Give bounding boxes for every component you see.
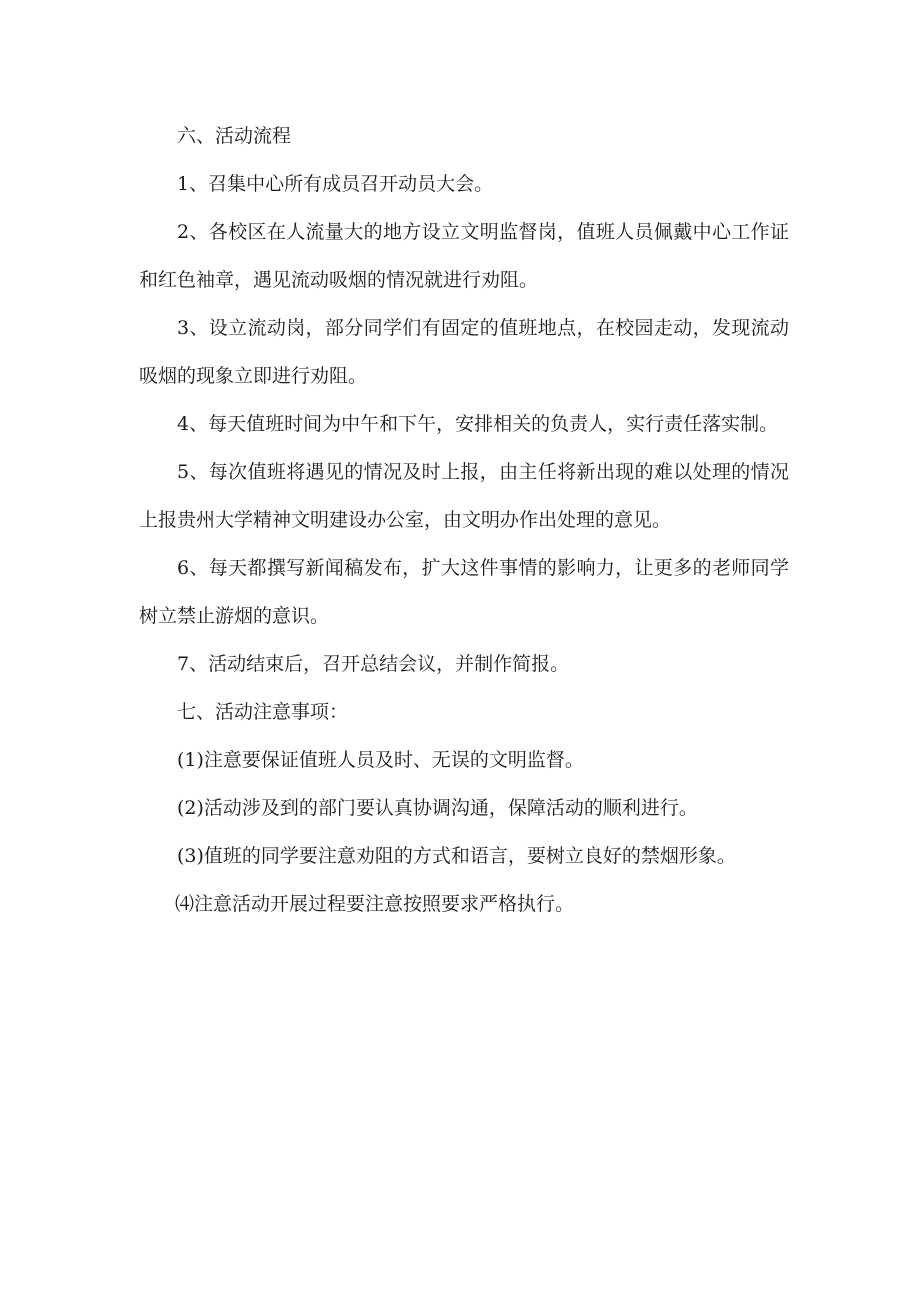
note-item-1: (1)注意要保证值班人员及时、无误的文明监督。 bbox=[177, 749, 584, 771]
section-heading-activity-process: 六、活动流程 bbox=[177, 125, 292, 147]
process-step-6: 6、每天都撰写新闻稿发布，扩大这件事情的影响力，让更多的老师同学树立禁止游烟的意识。 bbox=[139, 557, 789, 627]
process-step-7: 7、活动结束后，召开总结会议，并制作简报。 bbox=[177, 653, 570, 675]
process-step-5: 5、每次值班将遇见的情况及时上报，由主任将新出现的难以处理的情况上报贵州大学精神文明建设办公室，由文明办作出处理的意见。 bbox=[139, 461, 789, 531]
process-step-2: 2、各校区在人流量大的地方设立文明监督岗，值班人员佩戴中心工作证和红色袖章，遇见流动吸烟的情况就进行劝阻。 bbox=[139, 221, 789, 291]
note-item-3: (3)值班的同学要注意劝阻的方式和语言，要树立良好的禁烟形象。 bbox=[177, 845, 736, 867]
process-step-3: 3、设立流动岗，部分同学们有固定的值班地点，在校园走动，发现流动吸烟的现象立即进行劝阻。 bbox=[139, 317, 789, 387]
note-item-2: (2)活动涉及到的部门要认真协调沟通，保障活动的顺利进行。 bbox=[177, 797, 698, 819]
process-step-1: 1、召集中心所有成员召开动员大会。 bbox=[177, 173, 494, 195]
process-step-4: 4、每天值班时间为中午和下午，安排相关的负责人，实行责任落实制。 bbox=[177, 413, 779, 435]
document-body bbox=[139, 112, 789, 928]
note-item-4: ⑷注意活动开展过程要注意按照要求严格执行。 bbox=[175, 893, 575, 915]
section-heading-notes: 七、活动注意事项： bbox=[177, 701, 349, 723]
